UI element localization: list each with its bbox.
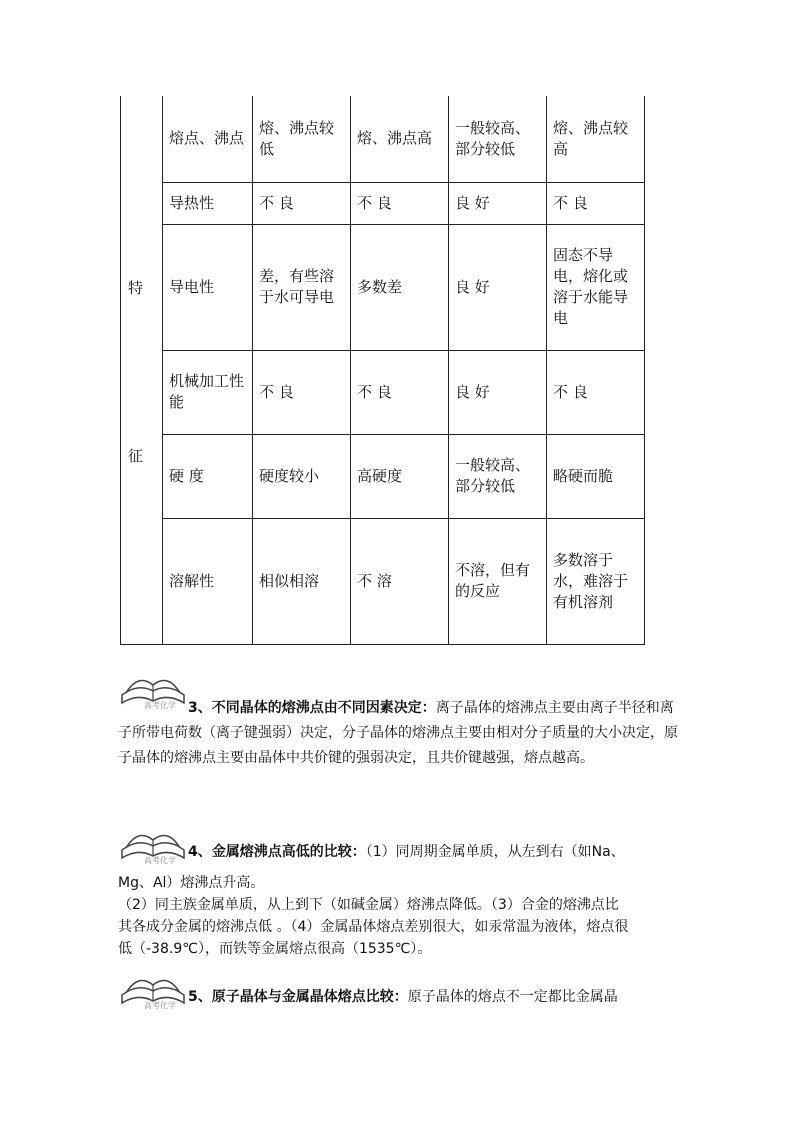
atomic-cell: 不 溶: [351, 518, 449, 644]
category-label-te: 特: [128, 279, 144, 297]
ionic-cell: 熔、沸点较低: [253, 96, 351, 182]
prop-cell: 熔点、沸点: [163, 96, 253, 182]
metallic-cell: 一般较高、部分较低: [449, 96, 547, 182]
atomic-cell: 高硬度: [351, 434, 449, 518]
ionic-cell: 硬度较小: [253, 434, 351, 518]
molecular-cell: 固态不导电，熔化或溶于水能导电: [547, 224, 645, 350]
metallic-cell: 良 好: [449, 182, 547, 224]
section-4-line-4: 其各成分金属的熔沸点低 。（4）金属晶体熔点差别很大，如汞常温为液体，熔点很: [118, 919, 629, 935]
ionic-cell: 相似相溶: [253, 518, 351, 644]
section-4-line-3: （2）同主族金属单质，从上到下（如碱金属）熔沸点降低。（3）合金的熔沸点比: [118, 897, 619, 913]
section-5-text: 原子晶体的熔点不一定都比金属晶: [407, 989, 618, 1005]
prop-cell: 硬 度: [163, 434, 253, 518]
section-4-first-line: [188, 841, 625, 863]
section-4-line-2: Mg、Al）熔沸点升高。: [118, 875, 265, 891]
molecular-cell: 略硬而脆: [547, 434, 645, 518]
table-row: [121, 434, 645, 518]
table-row: [121, 350, 645, 434]
section-3-text: 离子晶体的熔沸点主要由离子半径和离子所带电荷数（离子键强弱）决定，分子晶体的熔沸点主要由相对分子质量的大小决定，原子晶体的熔沸点主要由晶体中共价键的强弱决定，且共价键越强，熔点越高。: [118, 700, 678, 766]
table-row: [121, 182, 645, 224]
crystal-properties-table: [120, 96, 645, 645]
prop-cell: 机械加工性能: [163, 350, 253, 434]
section-4-heading: 4、金属熔沸点高低的比较：: [188, 844, 366, 860]
metallic-cell: 良 好: [449, 224, 547, 350]
category-label-zheng: 征: [128, 447, 144, 465]
atomic-cell: 不 良: [351, 350, 449, 434]
metallic-cell: 不溶，但有的反应: [449, 518, 547, 644]
section-4-line-5: 低（-38.9℃），而铁等金属熔点很高（1535℃）。: [118, 941, 432, 957]
molecular-cell: 熔、沸点较高: [547, 96, 645, 182]
prop-cell: 导电性: [163, 224, 253, 350]
section-5-heading: 5、原子晶体与金属晶体熔点比较：: [188, 989, 408, 1005]
icon-caption: 高考化学: [144, 701, 176, 709]
atomic-cell: 多数差: [351, 224, 449, 350]
section-4-line-1: （1）同周期金属单质，从左到右（如Na、: [365, 844, 625, 860]
molecular-cell: 多数溶于水，难溶于有机溶剂: [547, 518, 645, 644]
molecular-cell: 不 良: [547, 350, 645, 434]
section-5-first-line: [188, 986, 618, 1008]
table-row: [121, 518, 645, 644]
table-row: [121, 224, 645, 350]
table-row: [121, 96, 645, 182]
section-3: [118, 696, 678, 771]
section-3-heading: 3、不同晶体的熔沸点由不同因素决定：: [188, 700, 436, 716]
category-cell: [121, 96, 163, 644]
open-book-icon: [118, 820, 188, 864]
prop-cell: 溶解性: [163, 518, 253, 644]
ionic-cell: 不 良: [253, 350, 351, 434]
molecular-cell: 不 良: [547, 182, 645, 224]
icon-caption: 高考化学: [144, 1001, 176, 1009]
atomic-cell: 熔、沸点高: [351, 96, 449, 182]
icon-caption: 高考化学: [144, 856, 176, 864]
metallic-cell: 良 好: [449, 350, 547, 434]
open-book-icon: [118, 965, 188, 1009]
ionic-cell: 不 良: [253, 182, 351, 224]
ionic-cell: 差，有些溶于水可导电: [253, 224, 351, 350]
atomic-cell: 不 良: [351, 182, 449, 224]
metallic-cell: 一般较高、部分较低: [449, 434, 547, 518]
prop-cell: 导热性: [163, 182, 253, 224]
